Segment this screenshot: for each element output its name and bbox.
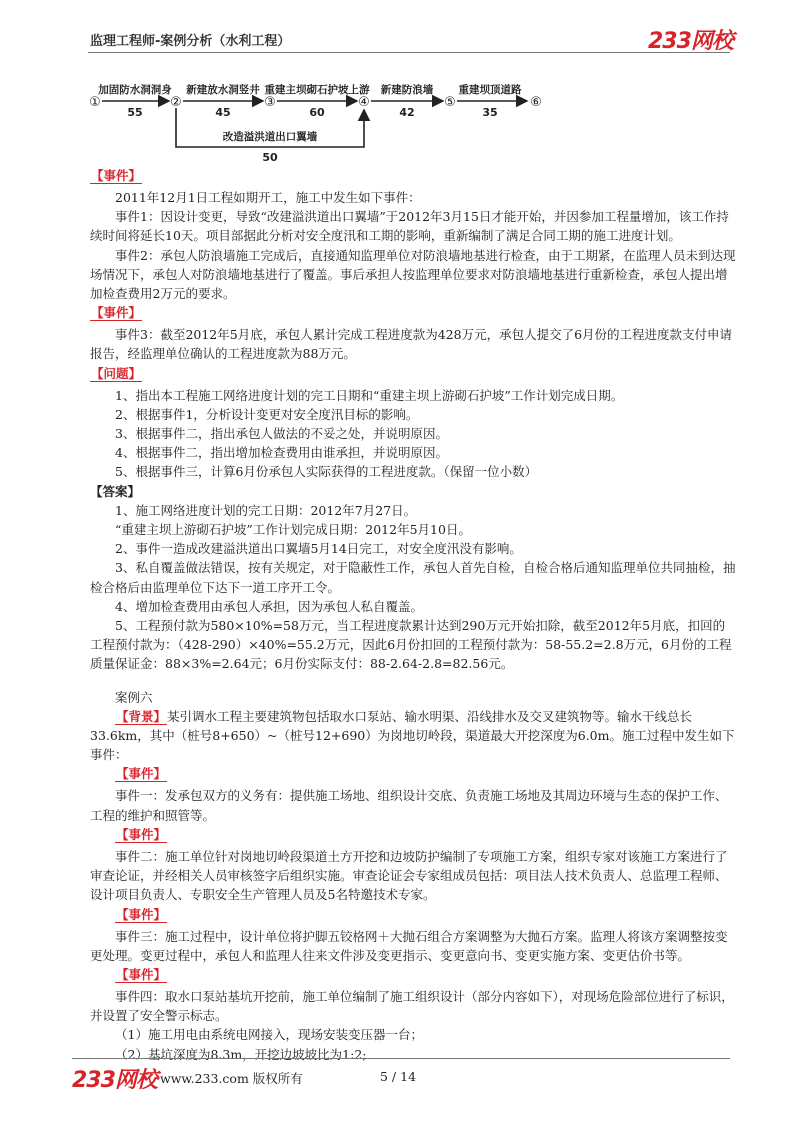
tag-question: 【问题】 [91,365,142,381]
answer-item: 3、私自覆盖做法错误，按有关规定，对于隐蔽性工作，承包人首先自检，自检合格后通知监理单位共同抽检，抽检合格后由监理单位下达下一道工序开工令。 [90,560,736,595]
node-4: ④ [358,95,370,110]
header-divider [88,52,730,53]
node-5: ⑤ [444,95,456,110]
tag-event: 【事件】 [116,826,167,842]
footer-site: www.233.com 版权所有 [160,1071,303,1086]
tag-event: 【事件】 [91,168,142,183]
activity-2-name: 新建放水洞竖井 [186,84,260,96]
activity-5-name: 重建坝顶道路 [458,84,522,96]
header-logo: 233网校 [648,29,733,54]
background-paragraph: 某引调水工程主要建筑物包括取水口泵站、输水明渠、沿线排水及交叉建筑物等。输水干线总长33.6km，其中（桩号8+650）~（桩号12+690）为岗地切岭段，渠道最大开挖深度为6.0m。施工过程中发生如下事件： [90,708,735,763]
case6-event-1: 事件一：发承包双方的义务有：提供施工场地、组织设计交底、负责施工场地及其周边环境与生态的保护工作、工程的维护和照管等。 [90,788,728,823]
node-3: ③ [264,95,276,110]
case6-list-item: （1）施工用电由系统电网接入，现场安装变压器一台； [115,1027,423,1043]
network-diagram [85,68,555,164]
question-item: 3、根据事件二，指出承包人做法的不妥之处，并说明原因。 [115,426,448,442]
event-1-paragraph: 事件1：因设计变更，导致“改建溢洪道出口翼墙”于2012年3月15日才能开始，并因参加工程量增加，该工作持续时间将延长10天。项目部据此分析对安全度汛和工期的影响，重新编制了满足合同工期的施工进度计划。 [90,209,729,244]
footer-logo: 233网校 [72,1068,157,1093]
activity-2-duration: 45 [215,106,231,119]
node-2: ② [170,95,182,110]
activity-6-duration: 50 [262,151,278,164]
case6-list-item: （2）基坑深度为8.3m，开挖边坡坡比为1:2; [115,1046,367,1062]
activity-4-name: 新建防浪墙 [380,84,434,96]
case-title: 案例六 [115,689,153,705]
event-2-paragraph: 事件2：承包人防浪墙施工完成后，直接通知监理单位对防浪墙地基进行检查，由于工期紧，在监理人员未到达现场情况下，承包人对防浪墙地基进行了覆盖。事后承担人按监理单位要求对防浪墙地基进行重新检查，承包人提出增加检查费用2万元的要求。 [90,247,736,302]
question-item: 2、根据事件1，分析设计变更对安全度汛目标的影响。 [115,406,419,422]
tag-background: 【背景】 [116,708,167,724]
event-3-paragraph: 事件3：截至2012年5月底，承包人累计完成工程进度款为428万元，承包人提交了6月份的工程进度款支付申请报告，经监理单位确认的工程进度款为88万元。 [90,327,733,362]
case6-event-4: 事件四：取水口泵站基坑开挖前，施工单位编制了施工组织设计（部分内容如下），对现场危险部位进行了标识，并设置了安全警示标志。 [90,988,734,1024]
answer-item: 5、工程预付款为580×10%=58万元，当工程进度款累计达到290万元开始扣除，截至2012年5月底，扣回的工程预付款为：（428-290）×40%=55.2万元，因此6月份扣回的工程预付款为：58-55.2=2.8万元，6月份的工程质量保证金：88×3%=2.64元；6月份实际支付：88-2.64-2.8=82.56元。 [90,618,732,672]
activity-1-name: 加固防水洞洞身 [98,84,172,96]
question-item: 1、指出本工程施工网络进度计划的完工日期和“重建主坝上游砌石护坡”工作计划完成日期。 [115,387,624,403]
tag-event: 【事件】 [116,766,167,782]
activity-3-name: 重建主坝砌石护坡上游 [264,84,370,96]
node-6: ⑥ [530,95,542,110]
tag-event: 【事件】 [91,305,142,321]
header-title: 监理工程师-案例分析（水利工程） [90,34,291,49]
case6-event-3: 事件三：施工过程中，设计单位将护脚五铰格网＋大抛石组合方案调整为大抛石方案。监理人将该方案调整按变更处理。变更过程中，承包人和监理人往来文件涉及变更指示、变更意向书、变更实施方案、变更估价书等。 [90,928,728,963]
page-number: 5 / 14 [380,1069,417,1084]
answer-item: 2、事件一造成改建溢洪道出口翼墙5月14日完工，对安全度汛没有影响。 [115,541,522,557]
answer-item: 1、施工网络进度计划的完工日期：2012年7月27日。 [115,502,417,518]
case6-event-2: 事件二：施工单位针对岗地切岭段渠道土方开挖和边坡防护编制了专项施工方案，组织专家对该施工方案进行了审查论证，并经相关人员审核签字后组织实施。审查论证会专家组成员包括：项目法人技术负责人、总监理工程师、设计项目负责人、专职安全生产管理人员及5名特邀技术专家。 [90,848,728,903]
footer-divider [72,1058,730,1059]
activity-5-duration: 35 [482,106,498,119]
activity-6-name: 改造溢洪道出口翼墙 [222,131,318,143]
tag-answer: 【答案】 [90,483,141,499]
tag-event: 【事件】 [116,906,167,922]
question-item: 5、根据事件三，计算6月份承包人实际获得的工程进度款。（保留一位小数） [115,464,538,480]
answer-item: 4、增加检查费用由承包人承担，因为承包人私自覆盖。 [115,598,423,614]
intro-paragraph: 2011年12月1日工程如期开工，施工中发生如下事件： [115,190,421,205]
tag-event: 【事件】 [116,966,167,982]
node-1: ① [89,95,101,110]
document-body [90,166,736,1064]
question-item: 4、根据事件二，指出增加检查费用由谁承担，并说明原因。 [115,445,448,461]
answer-item: “重建主坝上游砌石护坡”工作计划完成日期：2012年5月10日。 [115,522,471,538]
activity-4-duration: 42 [399,106,415,119]
activity-1-duration: 55 [127,106,143,119]
activity-3-duration: 60 [309,106,325,119]
